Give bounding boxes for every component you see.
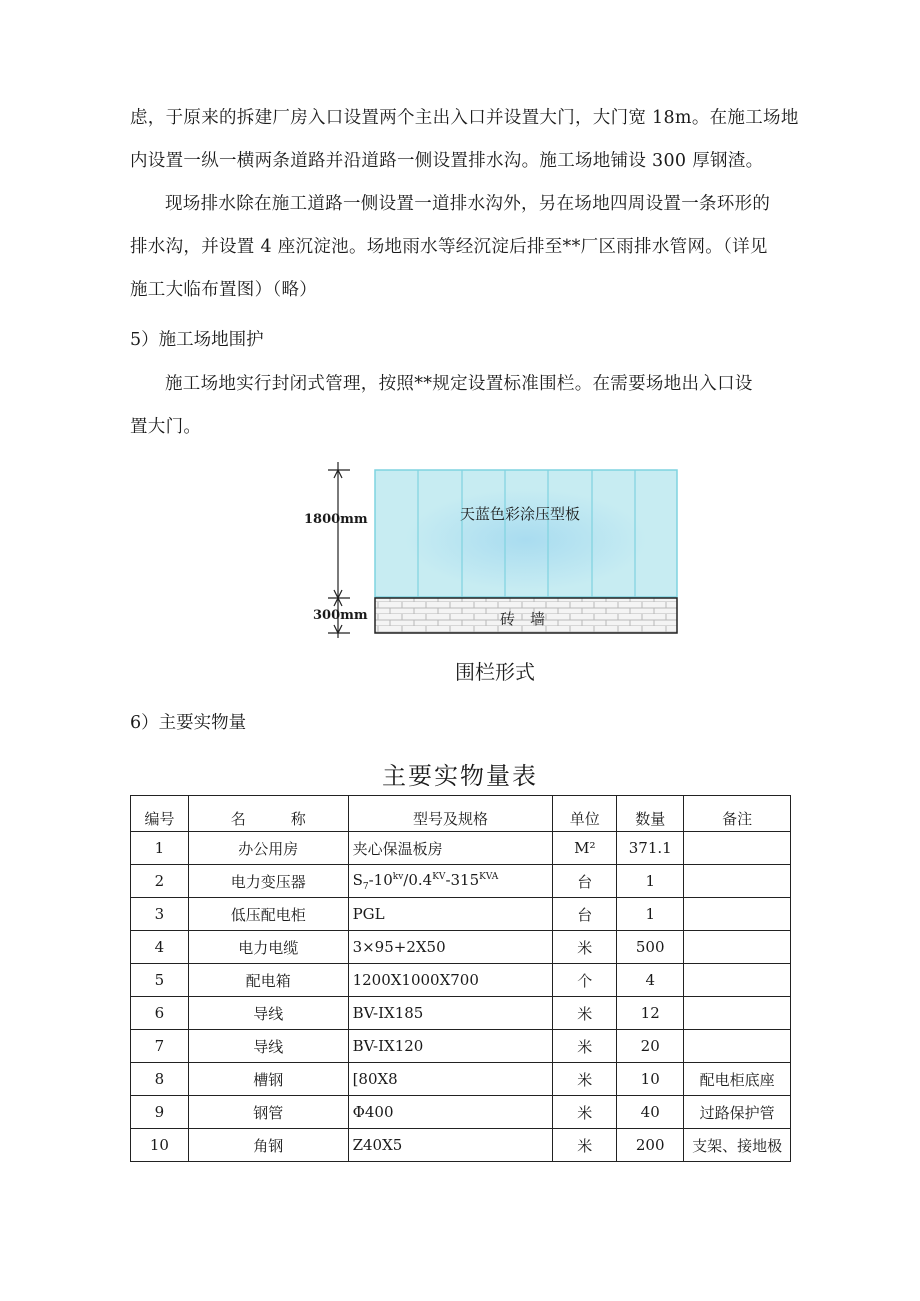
cell-note [684,931,791,964]
cell-name: 电力电缆 [188,931,348,964]
fence-figure [300,458,700,698]
paragraph-line: 虑，于原来的拆建厂房入口设置两个主出入口并设置大门，大门宽 18m。在施工场地 [130,108,799,128]
cell-qty: 40 [617,1096,684,1129]
figure-caption: 围栏形式 [455,660,535,684]
table-row [131,1096,791,1129]
table-row [131,931,791,964]
cell-qty: 1 [617,865,684,898]
header-cell: 单位 [553,796,617,832]
table-title: 主要实物量表 [382,762,538,790]
paragraph-line: 排水沟，并设置 4 座沉淀池。场地雨水等经沉淀后排至**厂区雨排水管网。（详见 [130,237,768,257]
cell-note: 支架、接地极 [684,1129,791,1162]
cell-unit: 台 [553,898,617,931]
table-row [131,1063,791,1096]
cell-no: 3 [131,898,189,931]
table-row [131,1030,791,1063]
cell-spec: 夹心保温板房 [348,832,553,865]
cell-name: 角钢 [188,1129,348,1162]
cell-spec: Z40X5 [348,1129,553,1162]
header-cell: 数量 [617,796,684,832]
cell-spec: PGL [348,898,553,931]
header-cell: 型号及规格 [348,796,553,832]
cell-no: 4 [131,931,189,964]
cell-unit: M² [553,832,617,865]
cell-name: 低压配电柜 [188,898,348,931]
cell-note [684,865,791,898]
cell-qty: 371.1 [617,832,684,865]
cell-no: 9 [131,1096,189,1129]
fence-panel [375,470,677,597]
cell-name: 电力变压器 [188,865,348,898]
cell-no: 8 [131,1063,189,1096]
table-row [131,1129,791,1162]
cell-name: 配电箱 [188,964,348,997]
dimension-label-bottom: 300mm [313,608,368,623]
section-heading-5: 5）施工场地围护 [130,330,264,350]
cell-qty: 10 [617,1063,684,1096]
cell-no: 5 [131,964,189,997]
cell-no: 6 [131,997,189,1030]
cell-spec: 1200X1000X700 [348,964,553,997]
cell-unit: 米 [553,1129,617,1162]
cell-name: 槽钢 [188,1063,348,1096]
cell-qty: 200 [617,1129,684,1162]
cell-name: 办公用房 [188,832,348,865]
wall-label: 砖 墙 [500,610,546,628]
cell-spec: Φ400 [348,1096,553,1129]
cell-name: 导线 [188,1030,348,1063]
cell-name: 钢管 [188,1096,348,1129]
table-row [131,832,791,865]
cell-spec: [80X8 [348,1063,553,1096]
cell-spec: BV-IX120 [348,1030,553,1063]
section-heading-6: 6）主要实物量 [130,713,247,733]
table-row [131,898,791,931]
cell-no: 10 [131,1129,189,1162]
cell-no: 7 [131,1030,189,1063]
cell-note [684,1030,791,1063]
cell-qty: 20 [617,1030,684,1063]
cell-unit: 米 [553,1096,617,1129]
cell-note [684,964,791,997]
cell-note [684,898,791,931]
paragraph-line: 内设置一纵一横两条道路并沿道路一侧设置排水沟。施工场地铺设 300 厚钢渣。 [130,151,764,171]
table-header-row [131,796,791,832]
cell-spec: $S_7-10^{kv}/0.4^{KV}-315^{KVA}$ [348,865,553,898]
cell-unit: 米 [553,1030,617,1063]
cell-no: 2 [131,865,189,898]
cell-unit: 台 [553,865,617,898]
cell-unit: 米 [553,1063,617,1096]
paragraph-line: 施工场地实行封闭式管理，按照**规定设置标准围栏。在需要场地出入口设 [165,374,753,394]
table-row [131,964,791,997]
paragraph-line: 置大门。 [130,417,202,437]
cell-note [684,832,791,865]
cell-no: 1 [131,832,189,865]
cell-spec: BV-IX185 [348,997,553,1030]
quantity-table [130,795,791,1162]
cell-qty: 1 [617,898,684,931]
cell-unit: 个 [553,964,617,997]
paragraph-line: 现场排水除在施工道路一侧设置一道排水沟外，另在场地四周设置一条环形的 [165,194,771,214]
cell-name: 导线 [188,997,348,1030]
cell-qty: 500 [617,931,684,964]
cell-unit: 米 [553,997,617,1030]
dimension-label-top: 1800mm [304,512,368,527]
paragraph-line: 施工大临布置图）（略） [130,280,318,300]
panel-label: 天蓝色彩涂压型板 [460,505,581,523]
cell-note: 配电柜底座 [684,1063,791,1096]
cell-qty: 12 [617,997,684,1030]
header-cell: 备注 [684,796,791,832]
cell-qty: 4 [617,964,684,997]
cell-spec: 3×95+2X50 [348,931,553,964]
header-cell: 编号 [131,796,189,832]
cell-note: 过路保护管 [684,1096,791,1129]
table-row [131,865,791,898]
table-row [131,997,791,1030]
header-cell: 名 称 [188,796,348,832]
cell-unit: 米 [553,931,617,964]
cell-note [684,997,791,1030]
